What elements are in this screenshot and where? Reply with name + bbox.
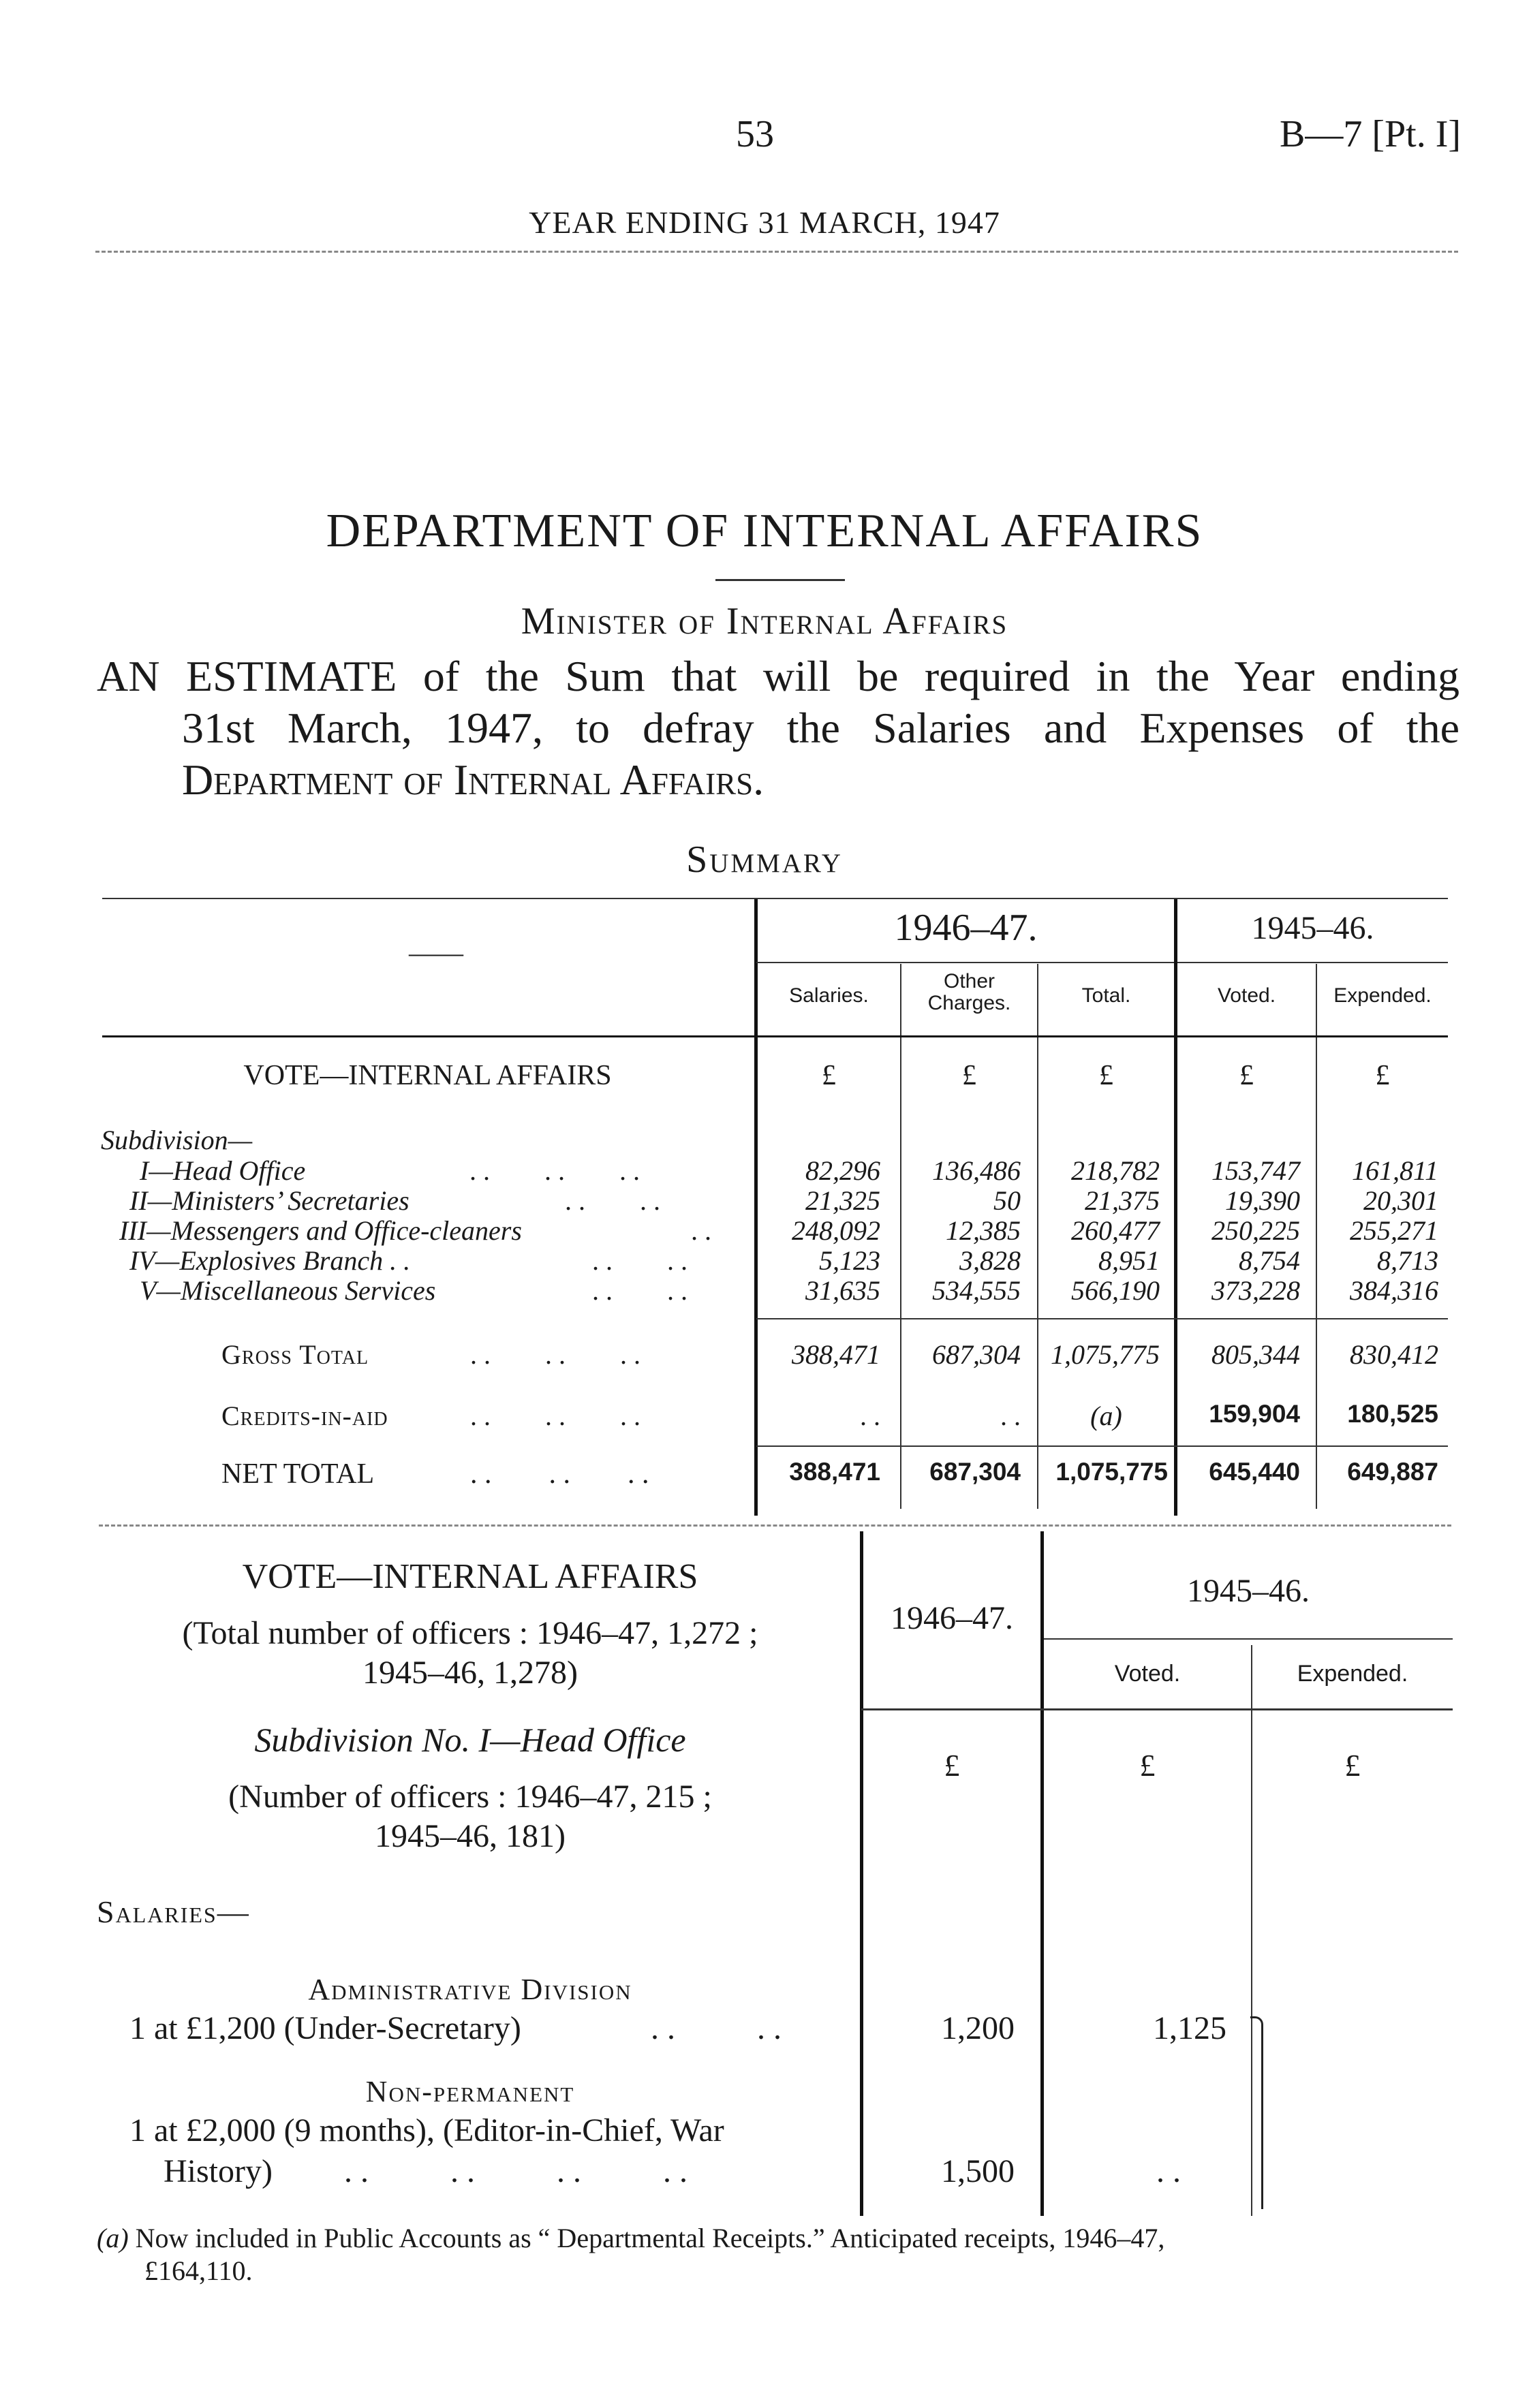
row-dots: . . . . — [566, 1185, 661, 1216]
title-rule — [715, 579, 845, 581]
vote-col-voted: Voted. — [1114, 1661, 1181, 1687]
summary-row — [0, 1245, 1529, 1275]
vote-currency-current: £ — [944, 1748, 960, 1783]
summary-heading: Summary — [686, 839, 843, 881]
row-total: 218,782 — [1071, 1155, 1160, 1186]
nonperm-item-line1: 1 at £2,000 (9 months), (Editor-in-Chief, War — [129, 2112, 724, 2148]
gross-total-row — [0, 1339, 1529, 1373]
estimate-line-2: 31st March, 1947, to defray the Salaries and Expenses of the — [182, 704, 1460, 752]
vote-col-current: 1946–47. — [891, 1600, 1013, 1636]
row-other: 136,486 — [932, 1155, 1021, 1186]
row-voted: 250,225 — [1211, 1215, 1300, 1246]
row-label: IV—Explosives Branch . . — [129, 1245, 411, 1276]
col-head-other-line1: Other — [943, 970, 995, 992]
vote-year-rule — [1044, 1638, 1453, 1640]
nonperm-item-dots: . . . . . . . . — [344, 2153, 688, 2189]
sub-officers-1: (Number of officers : 1946–47, 215 ; — [228, 1779, 712, 1815]
summary-row — [0, 1155, 1529, 1185]
nonperm-item-voted: . . — [1156, 2153, 1181, 2189]
year-ending: YEAR ENDING 31 MARCH, 1947 — [529, 205, 1000, 240]
gross-voted: 805,344 — [1211, 1339, 1300, 1370]
estimate-paragraph — [97, 651, 1460, 806]
row-voted: 373,228 — [1211, 1275, 1300, 1306]
credits-voted: 159,904 — [1209, 1400, 1300, 1428]
gross-total: 1,075,775 — [1051, 1339, 1160, 1370]
credits-row — [0, 1400, 1529, 1434]
subdivision-label: Subdivision— — [101, 1125, 253, 1155]
summary-stub-dash: —— — [409, 937, 463, 968]
vote-title: VOTE—INTERNAL AFFAIRS — [242, 1557, 698, 1596]
row-label: V—Miscellaneous Services — [140, 1275, 436, 1306]
credits-dots: . . . . . . — [470, 1401, 640, 1431]
row-label: I—Head Office — [140, 1155, 306, 1186]
row-salaries: 31,635 — [805, 1275, 880, 1306]
currency-total: £ — [1099, 1060, 1113, 1091]
row-label: III—Messengers and Office-cleaners — [119, 1215, 522, 1246]
summary-bottom-rule — [99, 1524, 1451, 1527]
row-expended: 161,811 — [1351, 1155, 1438, 1186]
net-total-row — [0, 1458, 1529, 1492]
row-label: II—Ministers’ Secretaries — [129, 1185, 410, 1216]
estimate-line-3: Department of Internal Affairs. — [182, 755, 764, 804]
vote-currency-expended: £ — [1344, 1748, 1361, 1783]
net-total: 1,075,775 — [1055, 1458, 1168, 1486]
credits-expended: 180,525 — [1347, 1400, 1438, 1428]
net-other: 687,304 — [929, 1458, 1021, 1486]
vote-currency-voted: £ — [1139, 1748, 1156, 1783]
gross-total-label: Gross Total — [221, 1339, 369, 1370]
summary-row — [0, 1215, 1529, 1245]
row-other: 50 — [993, 1185, 1021, 1216]
col-head-salaries: Salaries. — [789, 984, 869, 1007]
vote-col-expended: Expended. — [1297, 1661, 1408, 1687]
row-voted: 8,754 — [1239, 1245, 1300, 1276]
currency-salaries: £ — [822, 1060, 836, 1091]
nonperm-item-row — [0, 2153, 1529, 2193]
footnote-marker: (a) — [97, 2223, 129, 2253]
nonperm-item-current: 1,500 — [941, 2153, 1015, 2189]
currency-voted: £ — [1239, 1060, 1254, 1091]
summary-year-rule-2 — [1177, 962, 1448, 963]
row-expended: 8,713 — [1377, 1245, 1438, 1276]
summary-header-rule — [102, 1035, 1448, 1037]
gross-other: 687,304 — [932, 1339, 1021, 1370]
row-salaries: 5,123 — [819, 1245, 880, 1276]
row-other: 12,385 — [946, 1215, 1021, 1246]
vote-col-divider-2 — [1040, 1531, 1044, 2216]
col-head-total: Total. — [1081, 984, 1131, 1007]
summary-year-rule-1 — [756, 962, 1174, 963]
estimate-line-1: of the Sum that will be required in the Year ending — [422, 652, 1460, 700]
summary-year-previous: 1945–46. — [1251, 910, 1374, 946]
row-salaries: 248,092 — [792, 1215, 880, 1246]
admin-item-voted: 1,125 — [1153, 2010, 1226, 2046]
credits-label: Credits-in-aid — [221, 1401, 388, 1431]
sub-officers-2: 1945–46, 181) — [375, 1818, 566, 1854]
credits-rule — [756, 1445, 1448, 1447]
salaries-label: Salaries— — [97, 1894, 250, 1929]
summary-row — [0, 1185, 1529, 1215]
summary-year-current: 1946–47. — [894, 907, 1038, 949]
row-total: 566,190 — [1071, 1275, 1160, 1306]
row-other: 3,828 — [959, 1245, 1021, 1276]
admin-item-dots: . . . . — [651, 2010, 782, 2046]
vote-officers-2: 1945–46, 1,278) — [362, 1655, 578, 1691]
row-other: 534,555 — [932, 1275, 1021, 1306]
rows-rule — [756, 1318, 1448, 1319]
footnote — [97, 2222, 1460, 2287]
row-total: 21,375 — [1085, 1185, 1160, 1216]
gross-total-dots: . . . . . . — [470, 1339, 640, 1370]
nonperm-item-line2: History) — [164, 2153, 273, 2189]
row-total: 260,477 — [1071, 1215, 1160, 1246]
row-dots: . . . . . . — [470, 1155, 640, 1186]
credits-other: . . — [1000, 1401, 1021, 1431]
admin-item-current: 1,200 — [941, 2010, 1015, 2046]
page-number: 53 — [736, 113, 774, 155]
nonperm-heading: Non-permanent — [365, 2075, 575, 2108]
row-expended: 255,271 — [1350, 1215, 1438, 1246]
row-salaries: 21,325 — [805, 1185, 880, 1216]
row-expended: 20,301 — [1363, 1185, 1438, 1216]
col-head-voted: Voted. — [1217, 984, 1276, 1007]
net-total-dots: . . . . . . — [470, 1458, 649, 1490]
vote-header-rule — [861, 1708, 1453, 1710]
subdivision-title: Subdivision No. I—Head Office — [254, 1721, 686, 1759]
vote-col-previous: 1945–46. — [1187, 1573, 1310, 1609]
row-voted: 153,747 — [1211, 1155, 1300, 1186]
row-dots: . . . . — [593, 1275, 688, 1306]
col-head-other-charges — [901, 971, 1037, 1014]
footnote-text-2: £164,110. — [144, 2255, 253, 2286]
currency-expended: £ — [1375, 1060, 1390, 1091]
estimate-lead: AN ESTIMATE — [97, 652, 397, 700]
gross-salaries: 388,471 — [792, 1339, 880, 1370]
net-expended: 649,887 — [1347, 1458, 1438, 1486]
admin-division-heading: Administrative Division — [308, 1973, 632, 2006]
credits-salaries: . . — [860, 1401, 880, 1431]
row-salaries: 82,296 — [805, 1155, 880, 1186]
admin-item-label: 1 at £1,200 (Under-Secretary) — [129, 2010, 521, 2046]
department-title: DEPARTMENT OF INTERNAL AFFAIRS — [326, 505, 1203, 557]
summary-vote-label: VOTE—INTERNAL AFFAIRS — [243, 1060, 612, 1091]
net-total-label: NET TOTAL — [221, 1458, 375, 1490]
vote-officers-1: (Total number of officers : 1946–47, 1,272 ; — [182, 1615, 758, 1651]
summary-top-rule — [102, 898, 1448, 899]
net-salaries: 388,471 — [789, 1458, 880, 1486]
col-head-expended: Expended. — [1333, 984, 1432, 1007]
row-voted: 19,390 — [1225, 1185, 1300, 1216]
currency-other: £ — [962, 1060, 976, 1091]
admin-item-row — [0, 2010, 1529, 2050]
header-rule — [95, 251, 1458, 253]
summary-row — [0, 1275, 1529, 1305]
credits-total: (a) — [1090, 1401, 1122, 1431]
row-dots: . . . . — [593, 1245, 688, 1276]
net-voted: 645,440 — [1209, 1458, 1300, 1486]
row-dots: . . — [692, 1215, 712, 1246]
page-reference: B—7 [Pt. I] — [1280, 113, 1461, 155]
row-expended: 384,316 — [1350, 1275, 1438, 1306]
col-head-other-line2: Charges. — [927, 992, 1011, 1014]
minister-line: Minister of Internal Affairs — [521, 600, 1008, 642]
gross-expended: 830,412 — [1350, 1339, 1438, 1370]
row-total: 8,951 — [1098, 1245, 1160, 1276]
footnote-text-1: Now included in Public Accounts as “ Departmental Receipts.” Anticipated receipts, 1946–47, — [135, 2223, 1165, 2253]
